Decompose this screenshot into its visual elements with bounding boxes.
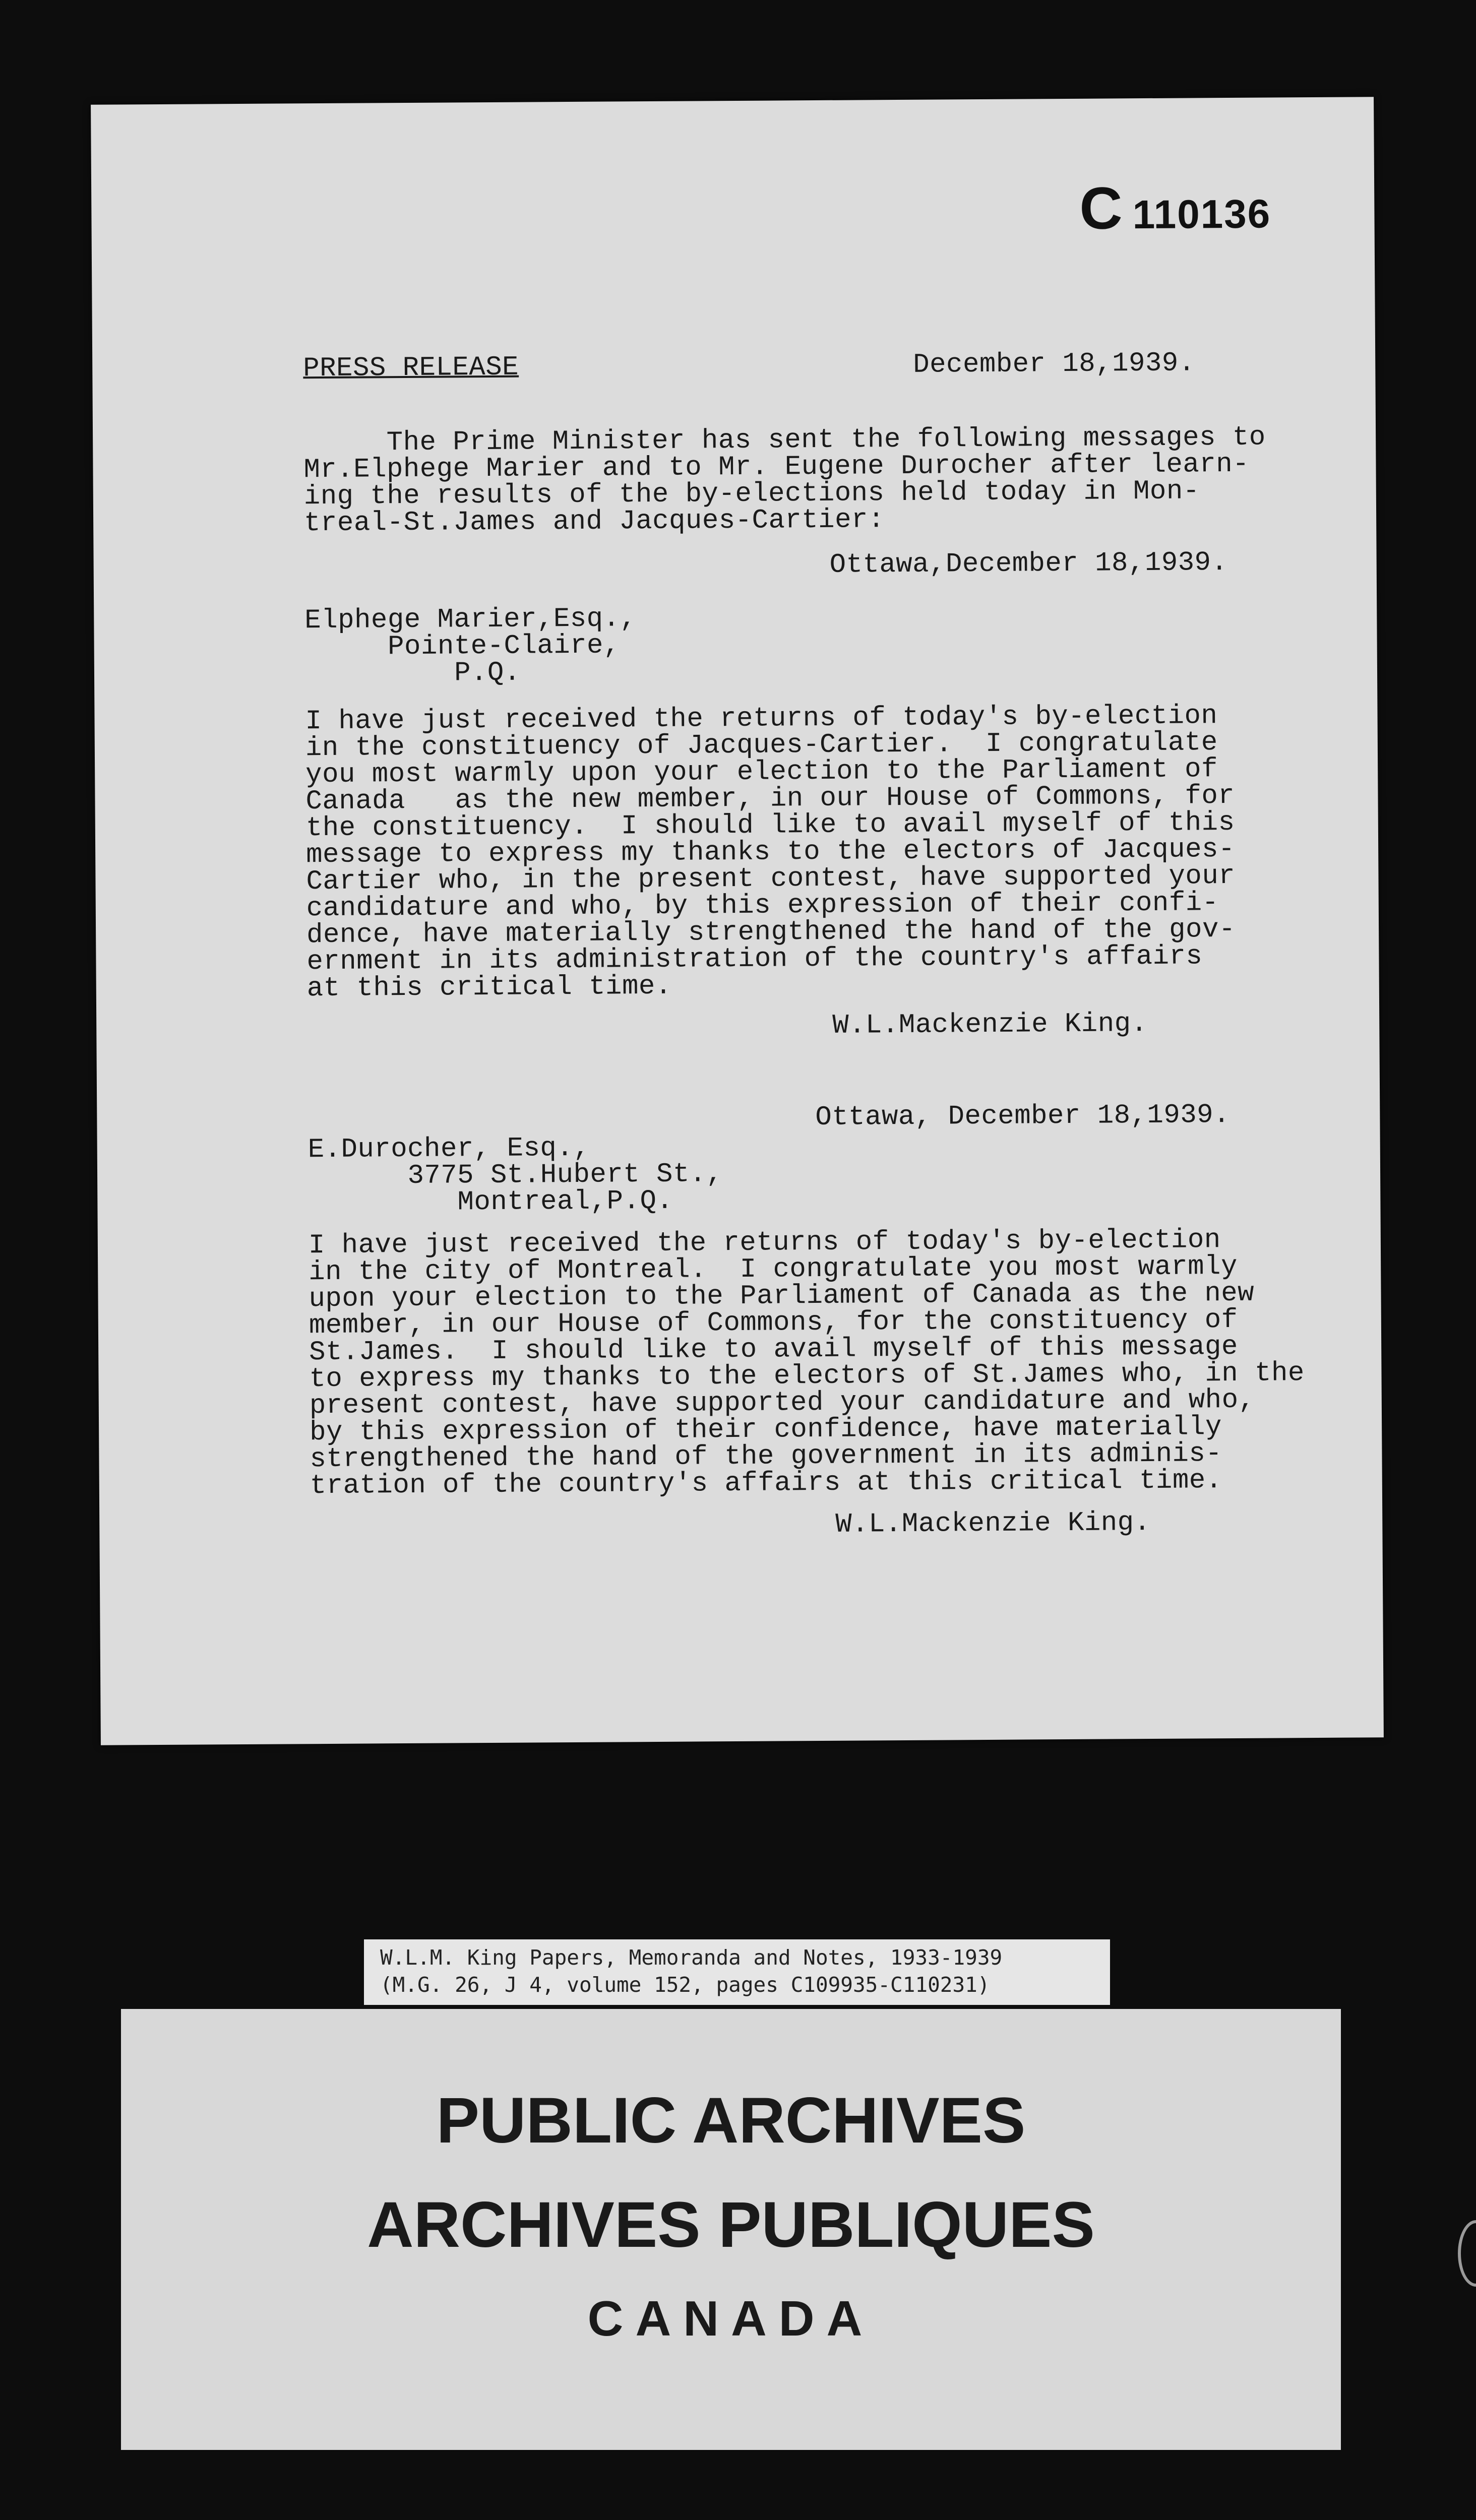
stamp-prefix: C [1079,175,1124,242]
message-1-line: Canada as the new member, in our House of Commons, for [305,780,1235,817]
archive-reference-label [364,1939,1110,2005]
press-release-heading: PRESS RELEASE [303,352,519,385]
intro-line: ing the results of the by-elections held today in Mon- [303,476,1200,513]
address-1-line: Elphege Marier,Esq., [304,603,637,637]
address-1-line: Pointe-Claire, [304,630,621,663]
document-page [91,97,1384,1745]
address-2-line: E.Durocher, Esq., [307,1132,590,1166]
message-2-line: St.James. I should like to avail myself of this message [309,1331,1239,1368]
release-date: December 18,1939. [913,348,1195,381]
message-2-line: tration of the country's affairs at this critical time. [310,1465,1222,1502]
message-2-line: strengthened the hand of the government in its adminis- [310,1438,1222,1475]
message-1-line: I have just received the returns of today's by-election [305,701,1218,737]
intro-line: treal-St.James and Jacques-Cartier: [303,505,885,539]
message-1-line: the constituency. I should like to avail myself of this [305,807,1235,844]
message-1-line: ernment in its administration of the country's affairs [306,941,1203,978]
message-1-line: in the constituency of Jacques-Cartier. I congratulate [305,727,1218,764]
address-2-line: Montreal,P.Q. [308,1185,673,1219]
message-1-line: you most warmly upon your election to the Parliament of [305,754,1218,791]
message-1-line: Cartier who, in the present contest, have supported your [306,860,1236,898]
archive-card-line-3: CANADA [587,2291,875,2346]
edge-mark [1458,2220,1476,2287]
signature-1: W.L.Mackenzie King. [832,1009,1148,1041]
message-1-line: message to express my thanks to the electors of Jacques- [305,834,1236,871]
message-2-line: upon your election to the Parliament of Canada as the new [309,1278,1255,1315]
archive-reference-line: W.L.M. King Papers, Memoranda and Notes, 1933-1939 [380,1945,1003,1970]
message-2-line: to express my thanks to the electors of St.James who, in the [309,1358,1305,1395]
archive-card-line-1: PUBLIC ARCHIVES [436,2085,1026,2157]
message-2-line: present contest, have supported your candidature and who, [309,1384,1255,1422]
message-1-line: candidature and who, by this expression of their confi- [306,888,1219,924]
address-2-line: 3775 St.Hubert St., [307,1159,723,1192]
message-2-line: member, in our House of Commons, for the constituency of [309,1304,1238,1342]
intro-line: Mr.Elphege Marier and to Mr. Eugene Durocher after learn- [303,449,1250,486]
dateline-1: Ottawa,December 18,1939. [829,547,1228,581]
address-1-line: P.Q. [304,657,521,690]
message-2-line: I have just received the returns of today's by-election [308,1225,1221,1262]
dateline-2: Ottawa, December 18,1939. [815,1100,1231,1133]
public-archives-card [121,2009,1341,2450]
archive-card-line-2: ARCHIVES PUBLIQUES [367,2189,1095,2261]
message-1-line: dence, have materially strengthened the hand of the gov- [306,914,1236,951]
signature-2: W.L.Mackenzie King. [835,1507,1151,1540]
archive-reference-line: (M.G. 26, J 4, volume 152, pages C109935-C110231) [380,1973,990,1997]
message-2-line: by this expression of their confidence, have materially [309,1412,1222,1448]
message-1-line: at this critical time. [306,971,672,1004]
intro-line: The Prime Minister has sent the following messages to [303,422,1266,459]
stamp-number: 110136 [1132,191,1271,237]
reference-stamp [1079,173,1271,243]
message-2-line: in the city of Montreal. I congratulate you most warmly [309,1251,1238,1288]
